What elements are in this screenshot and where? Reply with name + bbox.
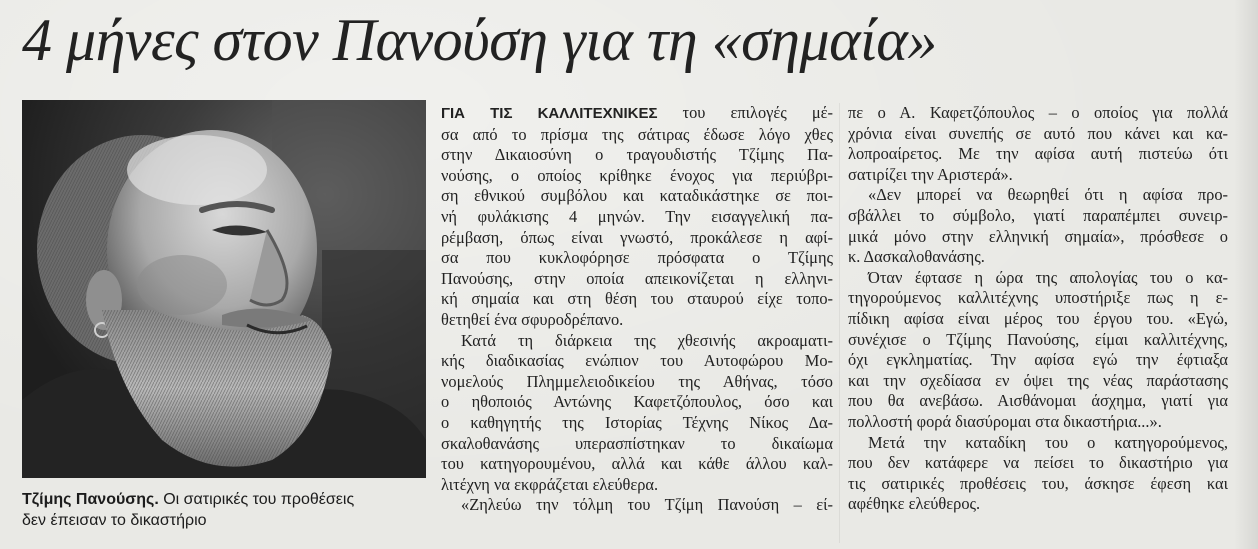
column-line: λοπροαίρετος. Με την αφίσα αυτή πιστεύω ότι: [848, 144, 1228, 164]
column-line: στην Δικαιοσύνη ο τραγουδιστής Τζίμης Πα-: [441, 145, 833, 165]
column-line: σκαλοθανάσης υπερασπίστηκαν το δικαίωμα: [441, 433, 833, 453]
column-line: που θα ανεβάσω. Αισθάνομαι άσχημα, γιατί για: [848, 391, 1228, 411]
column-line: αφέθηκε ελεύθερος.: [848, 494, 981, 514]
column-line: σατιρίζει την Αριστερά».: [848, 164, 1013, 184]
column-line: ρέμβαση, όπως είναι γνωστό, προκάλεσε η αφί-: [441, 227, 833, 247]
article-column-1: [441, 103, 833, 516]
column-line: νή φυλάκισης 4 μηνών. Την εισαγγελική πα-: [441, 206, 833, 226]
headline: 4 μήνες στον Πανούση για τη «σημαία»: [22, 7, 937, 73]
column-line: νομελούς Πλημμελειοδικείου της Αθήνας, τόσο: [441, 371, 833, 391]
column-line: κή σημαία και στη θέση του σταυρού είχε τοπο-: [441, 289, 833, 309]
column-line: πε ο Α. Καφετζόπουλος – ο οποίος για πολλά: [848, 103, 1228, 122]
column-line: ση εθνικού συμβόλου και καταδικάστηκε σε ποι-: [441, 186, 833, 206]
column-divider: [839, 103, 840, 543]
column-line: Μετά την καταδίκη του ο κατηγορούμενος,: [868, 432, 1228, 452]
article-photo: [22, 100, 426, 478]
article-column-2: [848, 103, 1228, 515]
column-line: σα που κυκλοφόρησε πρόσφατα ο Τζίμης: [441, 248, 833, 268]
column-line: σα από το πρίσμα της σάτιρας έδωσε λόγο χθες: [441, 124, 833, 144]
column-line: μικά μόνο στην ελληνική σημαία», πρόσθεσε ο: [848, 226, 1228, 246]
column-line: χρόνια είναι συνεπής σε αυτό που κάνει και κα-: [848, 123, 1228, 143]
caption-text-line2: δεν έπεισαν το δικαστήριο: [22, 512, 207, 529]
column-line: ο καθηγητής της Ιστορίας Τέχνης Νίκος Δα-: [441, 412, 833, 432]
photo-caption: [22, 489, 432, 531]
kicker: ΓΙΑ ΤΙΣ ΚΑΛΛΙΤΕΧΝΙΚΕΣ: [441, 105, 658, 122]
column-line: Κατά τη διάρκεια της χθεσινής ακροαματι-: [461, 330, 833, 350]
column-line: «Ζηλεύω την τόλμη του Τζίμη Πανούση – εί-: [461, 495, 833, 515]
column-line: νούσης, ο οποίος κρίθηκε ένοχος για περιύβρι-: [441, 165, 833, 185]
column-line: σβάλλει το σύμβολο, γιατί παραπέμπει συνειρ-: [848, 205, 1228, 225]
column-line: που δεν κατάφερε να πείσει το δικαστήριο για: [848, 453, 1228, 473]
column-line: συνέχισε ο Τζίμης Πανούσης, είμαι καλλιτέχνης,: [848, 329, 1228, 349]
column-line: πολλοστή φορά διασύρομαι στα δικαστήρια...».: [848, 411, 1162, 431]
column-line: λιτέχνη να εκφράζεται ελεύθερα.: [441, 474, 659, 494]
column-line: ΓΙΑ ΤΙΣ ΚΑΛΛΙΤΕΧΝΙΚΕΣ του επιλογές μέ-: [441, 103, 833, 122]
column-line: του κατηγορουμένου, αλλά και κάθε άλλου καλ-: [441, 454, 833, 474]
column-line: τις σατιρικές προθέσεις του, άσκησε έφεση και: [848, 473, 1228, 493]
caption-lead: Τζίμης Πανούσης.: [22, 491, 159, 508]
column-line: και την σχεδίασα εν όψει της νέας παράστασης: [848, 370, 1228, 390]
column-line: Πανούσης, στην οποία απεικονίζεται η ελληνι-: [441, 268, 833, 288]
column-line: τηγορούμενος καλλιτέχνης υποστήριξε πως η ε-: [848, 288, 1228, 308]
column-line: πίδικη αφίσα είναι μέρος του έργου του. «Εγώ,: [848, 308, 1228, 328]
scan-edge-shadow: [1234, 0, 1258, 549]
column-line: θετηθεί ένα σφυροδρέπανο.: [441, 309, 624, 329]
caption-text: Οι σατιρικές του προθέσεις: [163, 491, 355, 508]
column-line: Όταν έφτασε η ώρα της απολογίας του ο κα-: [868, 267, 1228, 287]
column-line: «Δεν μπορεί να θεωρηθεί ότι η αφίσα προ-: [868, 185, 1228, 205]
column-line: όχι εγκληματίας. Την αφίσα εγώ την έφτιαξα: [848, 350, 1228, 370]
column-line: κ. Δασκαλοθανάσης.: [848, 247, 985, 267]
portrait-image: [22, 100, 426, 478]
column-line: κής διαδικασίας ενώπιον του Αυτοφώρου Μο-: [441, 351, 833, 371]
column-line: ο ηθοποιός Αντώνης Καφετζόπουλος, όσο και: [441, 392, 833, 412]
